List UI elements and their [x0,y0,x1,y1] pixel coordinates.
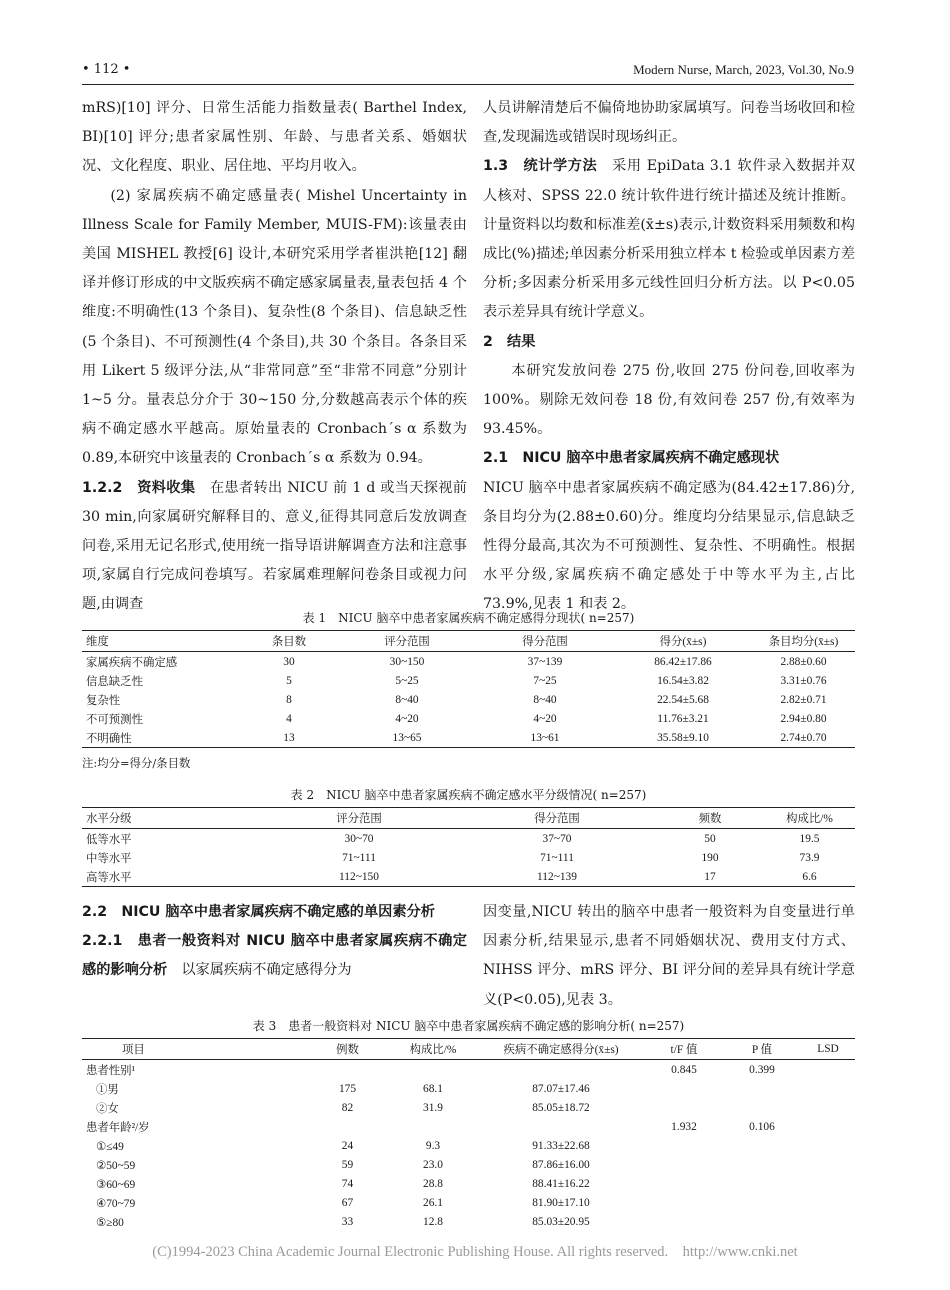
table-cell: 19.5 [799,832,820,845]
table-row [82,709,855,728]
univariate-text-continued: 因变量,NICU 转出的脑卒中患者一般资料为自变量进行单因素分析,结果显示,患者不同婚姻状况、费用支付方式、NIHSS 评分、mRS 评分、BI 评分间的差异具有统计学意义(P<0.05),见表 3。 [483,904,855,1008]
table-cell [801,1212,855,1231]
table-row [82,1212,855,1231]
table-cell: 患者年龄²/岁 [86,1121,150,1134]
table-cell [801,1193,855,1212]
table-cell: 112~139 [458,867,656,887]
section-heading-1-2-2: 1.2.2 资料收集 [82,479,196,496]
table-cell: 86.42±17.86 [654,655,712,668]
table-cell: 低等水平 [86,833,132,846]
table-cell: 74 [341,1177,354,1190]
table-cell [645,1079,723,1098]
table-cell: 信息缺乏性 [86,675,143,688]
table-cell: 5~25 [395,674,419,687]
section-heading-2-1: 2.1 NICU 脑卒中患者家属疾病不确定感现状 [483,450,780,467]
table-cell: ⑤≥80 [96,1216,124,1229]
table-cell [645,1136,723,1155]
data-collection-text: 在患者转出 NICU 前 1 d 或当天探视前 30 min,向家属研究解释目的、意义,征得其同意后发放调查问卷,采用无记名形式,使用统一指导语讲解调查方法和注意事项,家属自行完成问卷填写。若家属难理解问卷条目或视力问题,由调查 [82,479,467,613]
table-cell: 23.0 [423,1158,443,1171]
table-cell [801,1174,855,1193]
table-cell: 85.05±18.72 [532,1101,590,1114]
table-cell: 16.54±3.82 [657,674,709,687]
table1-header: 条目均分(x̄±s) [752,631,855,652]
table-row [82,829,855,849]
table-cell: 67 [341,1196,354,1209]
table-cell [477,1117,645,1136]
table-cell: 2.88±0.60 [780,655,827,668]
table-cell: 4~20 [395,712,419,725]
table-cell: 不明确性 [82,728,240,748]
table3-header: t/F 值 [645,1039,723,1060]
section-heading-2-2-1: 2.2.1 患者一般资料对 NICU 脑卒中患者家属疾病不确定感的影响分析 [82,933,467,979]
table-cell: 37~70 [542,832,572,845]
table2-header: 频数 [656,808,764,829]
table-cell: 0.106 [749,1120,775,1133]
table2-header: 水平分级 [82,808,260,829]
table-cell: ①男 [96,1083,119,1096]
table1-header: 得分(x̄±s) [614,631,752,652]
table-cell [801,1136,855,1155]
table1-header-row [82,631,855,652]
right-column [483,94,855,620]
copyright-footer: (C)1994-2023 China Academic Journal Electronic Publishing House. All rights reserved. http://www.cnki.net [152,1244,798,1260]
table-cell: ①≤49 [96,1140,124,1153]
table-cell: 190 [701,851,719,864]
table-cell [645,1193,723,1212]
table3-header-row [82,1039,855,1060]
table-cell: 30~70 [344,832,374,845]
table2-header: 构成比/% [764,808,855,829]
table-cell [645,1098,723,1117]
table3-header: 疾病不确定感得分(x̄±s) [477,1039,645,1060]
table-row [82,1136,855,1155]
table-cell: 13 [240,728,338,748]
table-cell [477,1060,645,1080]
table-cell: 17 [656,867,764,887]
table-cell: 6.6 [764,867,855,887]
paragraph-status: NICU 脑卒中患者家属疾病不确定感为(84.42±17.86)分,条目均分为(2.88±0.60)分。维度均分结果显示,信息缺乏性得分最高,其次为不可预测性、复杂性、不明确性。根据水平分级,家属疾病不确定感处于中等水平为主,占比 73.9%,见表 1 和表 2。 [483,479,855,613]
table-cell: ②女 [96,1102,119,1115]
table-cell: 4 [286,712,292,725]
table3-header: P 值 [723,1039,801,1060]
table-cell: 68.1 [423,1082,443,1095]
table-cell [723,1155,801,1174]
table-cell: 73.9 [799,851,820,864]
table1-header: 条目数 [240,631,338,652]
table-cell: 高等水平 [82,867,260,887]
table-cell: ④70~79 [96,1197,136,1210]
table-cell: 59 [341,1158,354,1171]
table3 [82,1038,855,1231]
bottom-right-column [483,898,855,1015]
table-row [82,1155,855,1174]
table-cell: 12.8 [423,1215,443,1228]
paragraph-continued: 人员讲解清楚后不偏倚地协助家属填写。问卷当场收回和检查,发现漏选或错误时现场纠正。 [483,100,855,146]
table-cell: 88.41±16.22 [532,1177,590,1190]
table-row [82,1193,855,1212]
table-cell: 复杂性 [86,694,121,707]
table-cell: 35.58±9.10 [614,728,752,748]
table-cell: 0.845 [671,1063,697,1076]
statistics-text: 采用 EpiData 3.1 软件录入数据并双人核对、SPSS 22.0 统计软件进行统计描述及统计推断。计量资料以均数和标准差(x̄±s)表示,计数资料采用频数和构成比(%)描述;单因素分析采用独立样本 t 检验或单因素方差分析;多因素分析采用多元线性回归分析方法。以 P<0.05 表示差异具有统计学意义。 [483,158,856,321]
section-heading-2: 2 结果 [483,333,536,350]
table-cell [723,1098,801,1117]
section-heading-1-3: 1.3 统计学方法 [483,158,598,175]
table-cell: 13~61 [476,728,614,748]
table-cell: ③60~69 [96,1178,136,1191]
table1-note: 注:均分=得分/条目数 [82,756,191,770]
paragraph-statistics [483,152,855,327]
table2 [82,807,855,887]
table-cell: 22.54±5.68 [657,693,709,706]
table-cell: 82 [341,1101,354,1114]
table2-header: 得分范围 [458,808,656,829]
table1-header: 评分范围 [338,631,476,652]
table-cell: 37~139 [527,655,563,668]
table-cell: 2.94±0.80 [780,712,827,725]
journal-citation: Modern Nurse, March, 2023, Vol.30, No.9 [633,62,854,77]
table-cell [723,1136,801,1155]
table-row [82,690,855,709]
table-cell: 87.07±17.46 [532,1082,590,1095]
table-cell: 175 [338,1082,357,1095]
table3-header: 项目 [82,1039,306,1060]
table-row [82,848,855,867]
table-cell: 1.932 [671,1120,697,1133]
header-rule [82,84,854,85]
table-cell: 31.9 [423,1101,443,1114]
table-cell [645,1155,723,1174]
table-cell [723,1079,801,1098]
table-cell: 30 [283,655,295,668]
table-cell: 50 [704,832,716,845]
table-cell: 3.31±0.76 [780,674,827,687]
table-cell [723,1193,801,1212]
table-cell: ②50~59 [96,1159,136,1172]
table3-caption: 表 3 患者一般资料对 NICU 脑卒中患者家属疾病不确定感的影响分析( n=257) [252,1019,685,1033]
table-row [82,867,855,887]
paragraph-results: 本研究发放问卷 275 份,收回 275 份问卷,回收率为 100%。剔除无效问卷 18 份,有效问卷 257 份,有效率为 93.45%。 [483,362,855,438]
table3-header: 例数 [306,1039,389,1060]
table3-header: LSD [801,1039,855,1060]
paragraph-scales: mRS)[10] 评分、日常生活能力指数量表( Barthel Index, BI)[10] 评分;患者家属性别、年龄、与患者关系、婚姻状况、文化程度、职业、居住地、平均月收入。 [82,100,467,175]
table-cell: 112~150 [260,867,458,887]
table-cell: 30~150 [389,655,425,668]
table-cell: 24 [341,1139,354,1152]
table-cell: 28.8 [423,1177,443,1190]
paragraph-data-collection [82,474,467,620]
table-cell: 11.76±3.21 [657,712,709,725]
table-cell: 患者性别¹ [86,1064,135,1077]
table2-header: 评分范围 [260,808,458,829]
table1 [82,630,855,748]
table-row [82,1079,855,1098]
table-cell: 8~40 [533,693,557,706]
table-cell [389,1060,477,1080]
table-cell: 81.90±17.10 [532,1196,590,1209]
table-cell: 0.399 [749,1063,775,1076]
table-cell [306,1117,389,1136]
table-cell: 7~25 [533,674,557,687]
table-cell: 中等水平 [86,852,132,865]
table-cell [801,1117,855,1136]
table-cell [389,1117,477,1136]
table-cell: 87.86±16.00 [532,1158,590,1171]
table-row [82,728,855,748]
table-cell: 2.82±0.71 [780,693,827,706]
table-cell: 91.33±22.68 [532,1139,590,1152]
table-cell [723,1212,801,1231]
table-row [82,1117,855,1136]
table-cell [801,1079,855,1098]
table-cell: 71~111 [342,851,376,864]
table1-caption: 表 1 NICU 脑卒中患者家属疾病不确定感得分现状( n=257) [302,611,635,625]
table-row [82,1174,855,1193]
table-cell: 33 [341,1215,354,1228]
table-cell: 8~40 [395,693,419,706]
table-cell: 71~111 [540,851,574,864]
bottom-left-column [82,898,467,986]
table-row [82,1098,855,1117]
table-cell: 9.3 [425,1139,441,1152]
table-cell [801,1155,855,1174]
table-cell [306,1060,389,1080]
table-cell [645,1174,723,1193]
table-cell [801,1060,855,1080]
table-cell: 85.03±20.95 [532,1215,590,1228]
left-column [82,94,467,620]
section-heading-2-2: 2.2 NICU 脑卒中患者家属疾病不确定感的单因素分析 [82,904,435,920]
table-cell: 8 [286,693,292,706]
univariate-text-start: 以家属疾病不确定感得分为 [181,962,352,979]
table-cell: 4~20 [533,712,557,725]
table-cell [801,1098,855,1117]
table-cell: 2.74±0.70 [752,728,855,748]
table3-header: 构成比/% [389,1039,477,1060]
table1-header: 得分范围 [476,631,614,652]
table-cell: 5 [286,674,292,687]
table2-header-row [82,808,855,829]
table-cell: 家属疾病不确定感 [86,656,178,669]
table-row [82,671,855,690]
table-cell: 13~65 [338,728,476,748]
table-cell [723,1174,801,1193]
table-cell: 26.1 [423,1196,443,1209]
table2-caption: 表 2 NICU 脑卒中患者家属疾病不确定感水平分级情况( n=257) [290,788,647,802]
paragraph-muis: (2) 家属疾病不确定感量表( Mishel Uncertainty in Illness Scale for Family Member, MUIS-FM):该量表由美国 MISHEL 教授[6] 设计,本研究采用学者崔洪艳[12] 翻译并修订形成的中文版疾病不确定感家属量表,量表包括 4 个维度:不明确性(13 个条目)、复杂性(8 个条目)、信息缺乏性(5 个条目)、不可预测性(4 个条目),共 30 个条目。各条目采用 Likert 5 级评分法,从“非常同意”至“非常不同意”分别计 1~5 分。量表总分介于 30~150 分,分数越高表示个体的疾病不确定感水平越高。原始量表的 Cronbach´s α 系数为 0.89,本研究中该量表的 Cronbach´s α 系数为 0.94。 [82,187,467,467]
table-row [82,652,855,672]
table-cell: 不可预测性 [86,713,143,726]
table1-header: 维度 [82,631,240,652]
paragraph-univariate [82,927,467,985]
page-number: • 112 • [82,62,131,77]
table-row [82,1060,855,1080]
table-cell [645,1212,723,1231]
